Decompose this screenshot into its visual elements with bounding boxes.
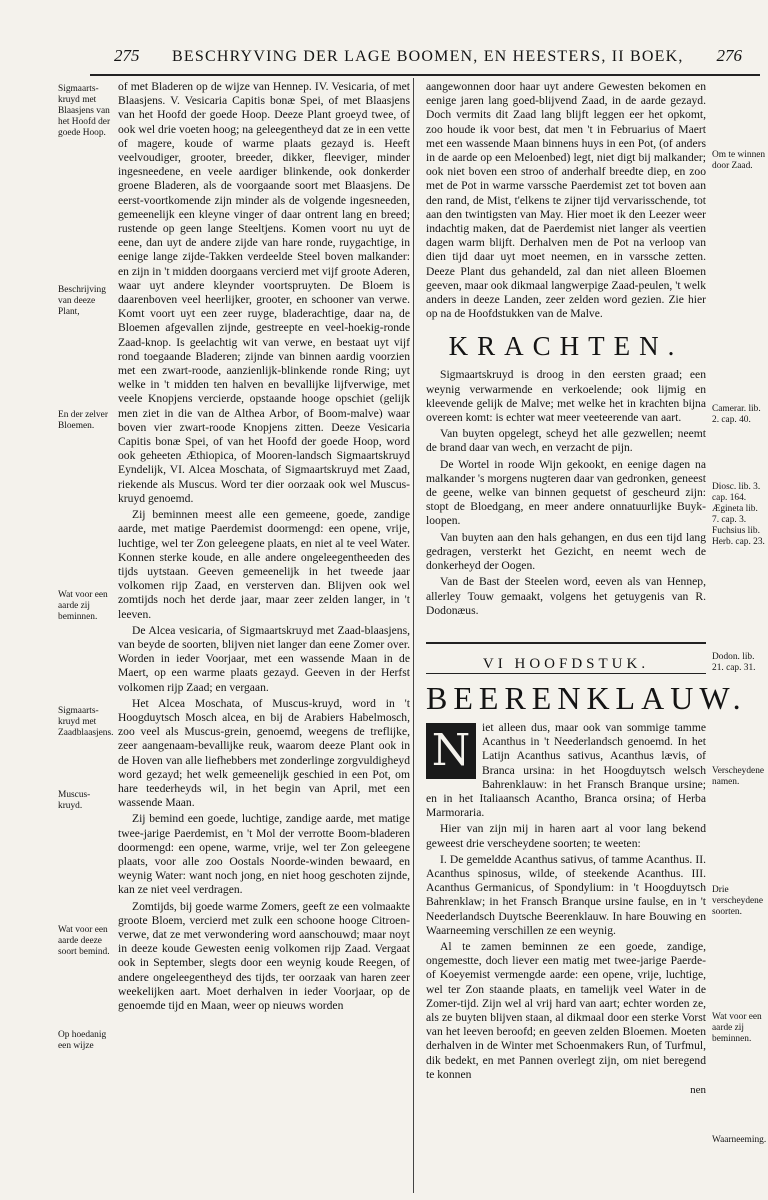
- margin-note: Wat voor een aarde zij beminnen.: [712, 1012, 762, 1044]
- body-paragraph: aangewonnen door haar uyt andere Gewesten bekomen en eenige jaren lang goed-blijvend Zaad, in de aarde gezayd. Doch vermits dit Zaad lang blijft leggen eer het opkomt, zoo houde ik voor best, dat men 't in Februarius of Maert met een wassende Maan binnens huys in een Pot, (of anders in de aarde op een Meloenbed) legt, niet digt bij malkander; ook niet boven een stroo of anderhalf breedte diep, en zoo met de Pot in warme varssche Paerdemist zet tot boven aan den rand, de Mist, t'elkens te zijner tijd vervarisschende, tot aan den twintigsten van May. Hier moet ik den Leezer weer indachtig maken, dat de Paerdemist niet langer als veertien dagen warm blijft. Derhalven men de Pot na verloop van dien tijd daar uyt moet neemen, en in varssche zetten. Deeze Plant dus gehandeld, zal dan niet alleen Bloemen geeven, maar ook dikmaal langwerpige Zaad-peulen, 't welk anders in deeze Landen, zeer zelden word gezien. Zie hier op na de Hoofdstukken van de Malve.: [426, 80, 706, 321]
- body-paragraph: I. De gemeldde Acanthus sativus, of tamme Acanthus. II. Acanthus spinosus, wilde, of steekende Acanthus. III. Acanthus Germanicus, of Spondylium: in 't Hoogduytsch Bahrenklaw; in het Fransch Branque ursine faulse, en in 't Neederlandsch Duytsche Beerenklauw. In hare Bouwing en Waarneeming verschillen ze een weynig.: [426, 852, 706, 937]
- body-paragraph: Van buyten opgelegt, scheyd het alle gezwellen; neemt de brand daar van wech, en verzacht de pijn.: [426, 427, 706, 455]
- column-divider: [413, 78, 414, 1193]
- margin-note: Waarneeming.: [712, 1135, 767, 1145]
- catchword: nen: [690, 1083, 706, 1096]
- margin-note: Wat voor een aarde zij beminnen.: [58, 590, 108, 622]
- margin-note: Op hoedanig een wijze: [58, 1030, 107, 1051]
- page-number-right: 276: [716, 46, 742, 65]
- left-column: [118, 80, 410, 1015]
- margin-note: Drie verscheydene soorten.: [712, 885, 764, 917]
- body-paragraph: Al te zamen beminnen ze een goede, zandige, ongemestte, doch liever een matig met twee-jarige Paerde- of Koeyemist vermengde aarde: een opene, vrije, luchtige, wel ter Zon staande plaats, en tamelijk veel Water in de Zomer-tijd. Zijn wel al vrij hard van aart; echter worden ze, als ze buyten blijven staan, al dikmaal door een sterke Vorst van het leeven beroofd; en geeven zelden Bloemen. Moeten derhalven in de Winter met Schoenmakers Run, of Turfmul, dik bedekt, en met Pannen overlegt zijn, om niet beregend te konnen: [426, 939, 706, 1081]
- body-paragraph: Van buyten aan den hals gehangen, en dus een tijd lang gedragen, versterkt het Gezicht, en neemt wech de donkerheyd der Oogen.: [426, 530, 706, 573]
- margin-note: Sigmaarts-kruyd met Blaasjens van het Hoofd der goede Hoop.: [58, 84, 111, 138]
- decorated-initial: N: [426, 723, 476, 779]
- body-paragraph: Sigmaartskruyd is droog in den eersten graad; een weynig verwarmende en verkoelende; ook lijmig en kleevende gelijk de Malve; met welke het in krachten bijna overeen komt: is echter wat meer veeteerende van aart.: [426, 368, 706, 425]
- opening-text: iet alleen dus, maar ook van sommige tamme Acanthus in 't Neederlandsch genoemd. In het Latijn Acanthus sativus, Acanthus lævis, of Branca ursina: in het Hoogduytsch welsch Bahrenklauw: in het Fransch Branque ursine; en in het Italiaansch Acantho, Branca orsina; of Herba Marmoraria.: [426, 720, 706, 820]
- margin-note: Verscheydene namen.: [712, 766, 765, 787]
- body-paragraph: Zij beminnen meest alle een gemeene, goede, zandige aarde, met matige Paerdemist doormengd: een opene, vrije, luchtige, wel ter Zon geleegene plaats, en niet al te veel Water. Konnen sterke koude, en alle andere ongeleegentheeden des tijds uytstaan. Geeven gemeenelijk in het tweede jaar volkomen rijp Zaad, en versterven dan. Blijven ook wel zomtijds noch het derde jaar, maar zeer zelden langer, in 't leeven.: [118, 508, 410, 621]
- body-paragraph: of met Bladeren op de wijze van Hennep. IV. Vesicaria, of met Blaasjens. V. Vesicaria Capitis bonæ Spei, of met Blaasjens van het Hoofd der goede Hoop. Deeze Plant groeyd twee, of ook wel drie voeten hoog; na geleegentheyd dat ze in een vette of magere, koude of warme plaats gezayd is. Heeft veelvoudiger, grooter, breeder, dikker, fleeviger, minder ingesneedene, en veele aardiger blinkende, ook donkerder groene Bladeren, als de voorgaande soort met Blaasjens. De eerst-voortkomende zijn minder als de volgende ingesneeden, gemeenelijk een kleyne vinger of daar ontrent lang en breed; rustende op geen lange Steeltjens. Komen voort nu uyt de eene, dan uyt de andere zijde van hare ronde, ruygachtige, in eenige lange zijde-Takken verdeelde Steel boven malkander: en zijn in 't midden doorgaans vercierd met vijf groote Aderen, waar uyt andere kleynder voortspruyten. De Bloem is daarenboven veel heerlijker, grooter, en schooner van verwe. Komt voort uyt een zeer ruyge, bladerachtige, daar na, de Bloemen afgevallen zijnde, gestreepte en veel-hoekig-ronde Zaad-knop. Is geelachtig wit van verwe, en bestaat uyt vijf rond toegaande Bladeren; zijnde van binnen aardig voorzien met een zwart-roode, aanzienlijk-blinkende ronde Ring; uyt welke in 't midden ten halven en bevallijke lijfverwige, met veele Knopjens vercierde, opstaande hooge opschiet (gelijk men ziet in die van de Althea Arbor, of Boom-malve) waar boven vier zwart-roode Knopjens zitten. Deeze Vesicaria Capitis bonæ Spei, of van het Hoofd der goede Hoop, word ook geheeten Æthiopica, of Mooren-landsch Sigmaartskruyd Eyndelijk, VI. Alcea Moschata, of Sigmaartskruyd met Zaad, riekende als Muscus. Word ter dier oorzaak ook wel Muscus-kruyd genoemd.: [118, 80, 410, 505]
- chapter-label: VI HOOFDSTUK.: [482, 655, 650, 672]
- margin-note: Sigmaarts-kruyd met Zaadblaasjens.: [58, 706, 114, 738]
- chapter-title: BEERENKLAUW.: [426, 679, 747, 716]
- body-paragraph: De Wortel in roode Wijn gekookt, en eenige dagen na malkander 's morgens nugteren daar van gedronken, geneest de geene, welke van binnen gequetst of gescheurd zijn: stopt de Bloedgang, en meer andere onnatuurlijke Buyk-loopen.: [426, 457, 706, 528]
- margin-note: Muscus-kruyd.: [58, 790, 91, 811]
- margin-note: Wat voor een aarde deeze soort bemind.: [58, 925, 110, 957]
- body-paragraph: De Alcea vesicaria, of Sigmaartskruyd met Zaad-blaasjens, van beyde de soorten, blijven niet langer dan eene Zomer over. Worden in ieder Voorjaar, met een wassende Maan in de Maert, op een warme plaats gezayd. Geeven in der Herfst volkomen rijp Zaad; en vergaan.: [118, 623, 410, 694]
- body-paragraph: Zomtijds, bij goede warme Zomers, geeft ze een volmaakte groote Bloem, vercierd met zulk een schoone hooge Citroen-verwe, dat ze met verwondering word aanschouwd; maar noyt in deeze koude Gewesten eenig volkomen rijp Zaad. Vergaat ook in September, slegts door een weynig koude Reegen, of andere ongeleegentheyd des tijds, ter oorzaak van haren zeer weekelijken aart. Moet derhalven in ieder Voorjaar, op de genoemde tijd en Maan, weer op nieuws worden: [118, 899, 410, 1012]
- margin-note: Diosc. lib. 3. cap. 164. Ægineta lib. 7. cap. 3. Fuchsius lib. Herb. cap. 23.: [712, 482, 765, 547]
- body-paragraph: Van de Bast der Steelen word, eeven als van Hennep, allerley Touw gemaakt, volgens het getuygenis van R. Dodonæus.: [426, 575, 706, 617]
- chapter-heading: [426, 642, 706, 674]
- page-number-left: 275: [114, 46, 140, 65]
- body-paragraph: Het Alcea Moschata, of Muscus-kruyd, word in 't Hoogduytsch Mosch alcea, en bij de Arabiers Habelmosch, zoo veel als Muscus-grein, genoemd, weegens de treflijke, zeer aangenaam-bevallijke reuk, waarom deeze Plant ook in de Hoven van alle liefhebbers met zonderlinge zorgvuldigheyd word gezayd; het welk gemeenelijk geschied in een Pot, om hare teederheyds wil, in het begin van April, met een wassende Maan.: [118, 696, 410, 810]
- margin-note: Beschrijving van deeze Plant,: [58, 285, 106, 317]
- chapter-opening: [426, 721, 706, 820]
- header-title: BESCHRYVING DER LAGE BOOMEN, EN HEESTERS, II BOEK,: [172, 48, 684, 65]
- margin-note: Dodon. lib. 21. cap. 31.: [712, 652, 756, 673]
- body-paragraph: Hier van zijn mij in haren aart al voor lang bekend geweest drie verscheydene soorten; te weeten:: [426, 822, 706, 850]
- margin-note: Camerar. lib. 2. cap. 40.: [712, 404, 761, 425]
- margin-note: Om te winnen door Zaad.: [712, 150, 766, 171]
- margin-note: En der zelver Bloemen.: [58, 410, 108, 431]
- running-header: [90, 40, 760, 76]
- section-heading: KRACHTEN.: [448, 331, 684, 362]
- body-paragraph: Zij bemind een goede, luchtige, zandige aarde, met matige twee-jarige Paerdemist, en 't Mol der verrotte Boom-bladeren doormengd: een opene, warme, vrije, wel ter Zon geleegene plaats, voor alle zoo Oostals Noorde-winden bewaard, en weynig Water: want noch jong, en niet hoog geschoten zijnde, kan ze niet veel verdragen.: [118, 812, 410, 897]
